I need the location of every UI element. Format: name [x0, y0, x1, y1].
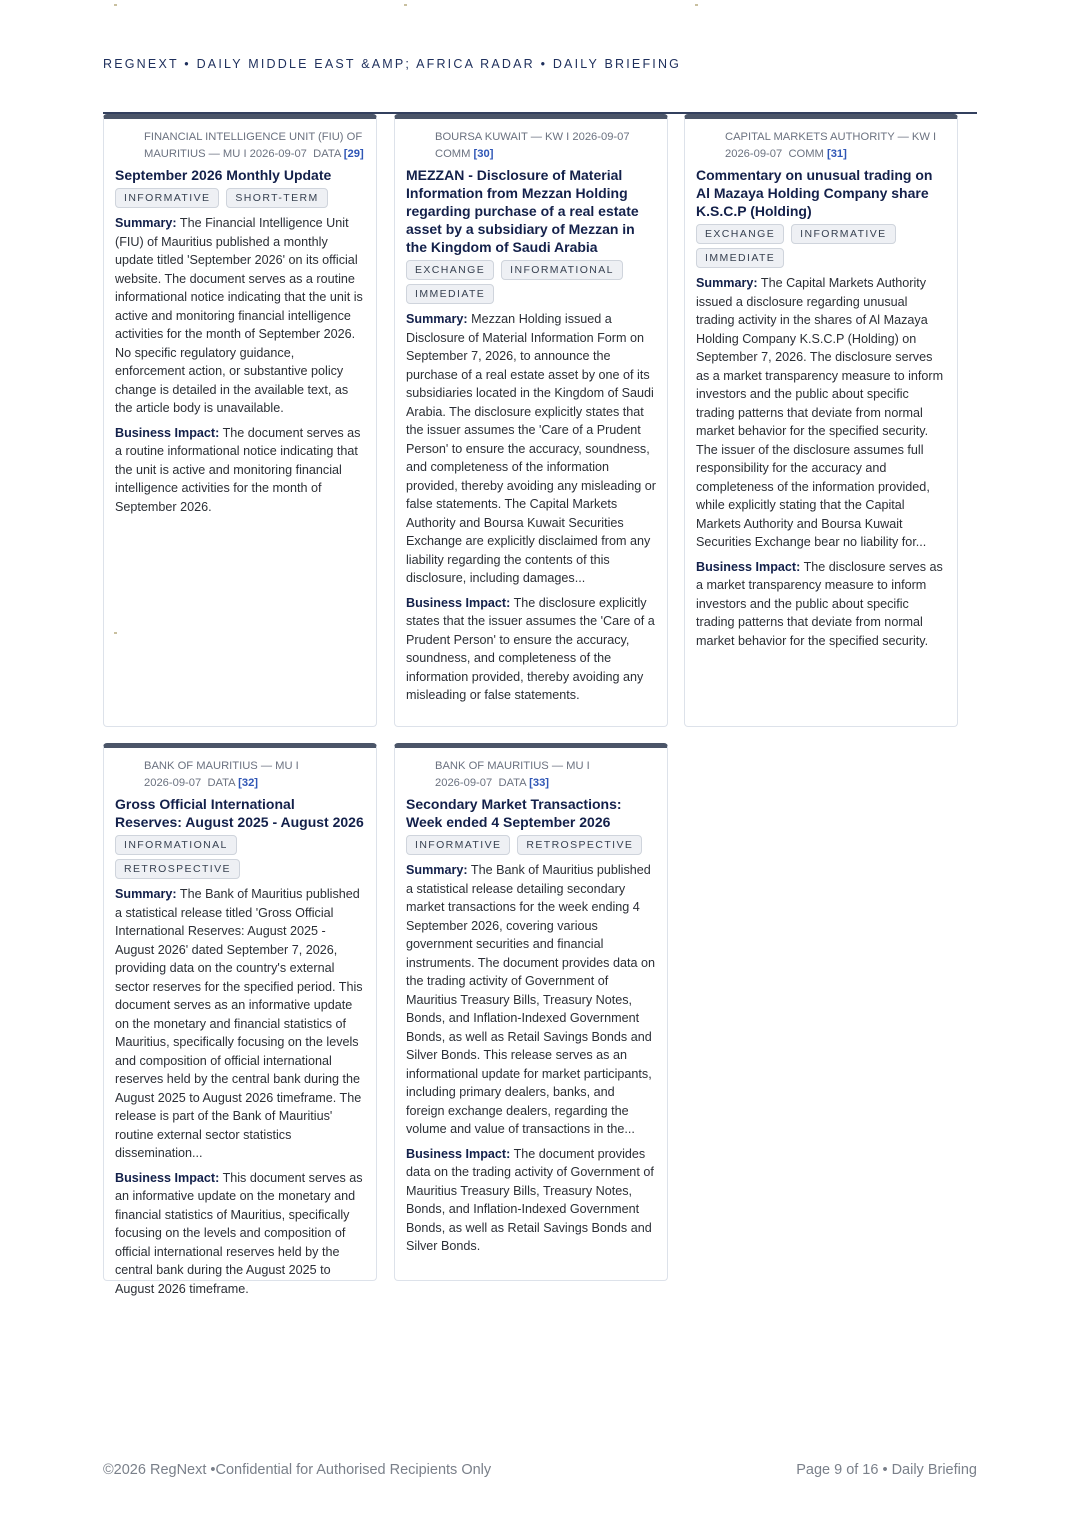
card-date: 2026-09-07: [725, 148, 783, 160]
summary-text: The Financial Intelligence Unit (FIU) of Mauritius published a monthly update titled 'September 2026' on its official website. The document serves as a routine informational notice indicating that the unit is active and monitoring financial intelligence activities for the month of September 2026. No specific regulatory guidance, enforcement action, or substantive policy change is detailed in the available text, as the article body is unavailable.: [115, 216, 363, 415]
impact-text: The disclosure explicitly states that the issuer assumes the 'Care of a Prudent Person' to ensure the accuracy, soundness, and completeness of the information provided, thereby avoiding any misleading or false statements.: [406, 595, 655, 702]
card-source: BANK OF MAURITIUS — MU I: [144, 760, 299, 772]
card-summary: [115, 885, 365, 1163]
card-ref: [33]: [529, 777, 550, 789]
impact-label: Business Impact:: [115, 425, 220, 440]
card-tags: [115, 835, 365, 879]
tag-badge: INFORMATIVE: [791, 224, 895, 244]
card-summary: [115, 214, 365, 418]
impact-label: Business Impact:: [406, 1146, 511, 1161]
section-name: DAILY MIDDLE EAST &AMP; AFRICA RADAR: [196, 57, 535, 71]
summary-label: Summary:: [115, 216, 177, 230]
card-date: 2026-09-07: [144, 777, 202, 789]
card-meta: [696, 129, 946, 163]
summary-label: Summary:: [696, 276, 758, 290]
impact-text: The disclosure serves as a market transparency measure to inform investors and the public about specific trading patterns that deviate from normal market behavior for the specified security.: [696, 559, 943, 648]
header-separator: •: [540, 57, 548, 71]
tag-badge: RETROSPECTIVE: [517, 835, 642, 855]
brand-name: REGNEXT: [103, 57, 179, 71]
card-ref: [31]: [826, 148, 847, 160]
card-title: Gross Official International Reserves: August 2025 - August 2026: [115, 796, 364, 830]
card-tags: [696, 224, 946, 268]
briefing-card: [103, 743, 377, 1296]
tag-badge: RETROSPECTIVE: [115, 859, 240, 879]
summary-label: Summary:: [406, 863, 468, 877]
summary-label: Summary:: [406, 312, 468, 326]
summary-text: Mezzan Holding issued a Disclosure of Material Information Form on September 7, 2026, to announce the purchase of a real estate asset by one of its subsidiaries located in the Kingdom of Saudi Arabia. The disclosure explicitly states that the issuer assumes the 'Care of a Prudent Person' to ensure the accuracy, soundness, and completeness of the information provided, thereby avoiding any misleading or false statements. The Capital Markets Authority and Boursa Kuwait Securities Exchange are explicitly disclaimed from any liability regarding the contents of this disclosure, including damages...: [406, 312, 656, 585]
card-meta: [406, 129, 656, 163]
card-summary: [406, 861, 656, 1139]
card-source: CAPITAL MARKETS AUTHORITY — KW I: [725, 131, 937, 143]
card-summary: [406, 310, 656, 588]
card-source: BANK OF MAURITIUS — MU I: [435, 760, 590, 772]
card-date: 2026-09-07: [435, 777, 493, 789]
card-impact: [696, 558, 946, 651]
impact-text: The document provides data on the trading activity of Government of Mauritius Treasury Bills, Treasury Notes, Bonds, and Inflation-Indexed Government Bonds, as well as Retail Savings Bonds and Silver Bonds.: [406, 1146, 654, 1253]
card-kind: DATA: [498, 777, 527, 789]
card-date: 2026-09-07: [572, 131, 630, 143]
summary-label: Summary:: [115, 887, 177, 901]
tag-badge: SHORT-TERM: [226, 188, 327, 208]
impact-text: The document serves as a routine informational notice indicating that the unit is active and monitoring financial intelligence activities for the month of September 2026.: [115, 425, 361, 514]
card-title: MEZZAN - Disclosure of Material Information from Mezzan Holding regarding purchase of a real estate asset by a subsidiary of Mezzan in the Kingdom of Saudi Arabia: [406, 167, 639, 255]
footer-copyright: ©2026 RegNext •Confidential for Authorised Recipients Only: [103, 1462, 492, 1478]
card-kind: COMM: [788, 148, 824, 160]
card-summary: [696, 274, 946, 552]
card-tags: [115, 188, 365, 208]
card-ref: [29]: [343, 148, 364, 160]
impact-text: This document serves as an informative update on the monetary and financial statistics of Mauritius, specifically focusing on the levels and composition of official international reserves held by the central bank during the August 2025 to August 2026 timeframe.: [115, 1170, 363, 1296]
print-speck: [695, 4, 698, 6]
briefing-card: [684, 114, 958, 727]
card-kind: COMM: [435, 148, 471, 160]
card-tags: [406, 260, 656, 304]
card-kind: DATA: [313, 148, 341, 160]
card-title: September 2026 Monthly Update: [115, 167, 332, 183]
card-impact: [115, 424, 365, 517]
card-meta: [406, 758, 656, 792]
card-date: 2026-09-07: [249, 148, 307, 160]
card-source: FINANCIAL INTELLIGENCE UNIT (FIU) OF MAURITIUS — MU I: [144, 131, 363, 160]
impact-label: Business Impact:: [115, 1170, 220, 1185]
tag-badge: IMMEDIATE: [696, 248, 784, 268]
briefing-card: [394, 114, 668, 727]
card-ref: [30]: [473, 148, 494, 160]
card-title: Secondary Market Transactions: Week ended 4 September 2026: [406, 796, 622, 830]
card-impact: [115, 1169, 365, 1299]
tag-badge: INFORMATIONAL: [115, 835, 237, 855]
card-impact: [406, 594, 656, 705]
header-separator: •: [184, 57, 191, 71]
summary-text: The Bank of Mauritius published a statistical release titled 'Gross Official International Reserves: August 2025 - August 2026' dated September 7, 2026, providing data on the country's external sector reserves for the specified period. This document serves as an informative update on the monetary and financial statistics of Mauritius, specifically focusing on the levels and composition of official international reserves held by the central bank during the August 2025 to August 2026 timeframe. The release is part of the Bank of Mauritius' routine external sector statistics dissemination...: [115, 887, 363, 1160]
tag-badge: INFORMATIONAL: [501, 260, 623, 280]
card-tags: [406, 835, 656, 855]
page-header: [103, 57, 681, 71]
document-type: DAILY BRIEFING: [552, 57, 682, 71]
summary-text: The Bank of Mauritius published a statistical release detailing secondary market transactions for the week ending 4 September 2026, covering various government securities and financial instruments. The document provides data on the trading activity of Government of Mauritius Treasury Bills, Treasury Notes, Bonds, and Inflation-Indexed Government Bonds, as well as Retail Savings Bonds and Silver Bonds. This release serves as an informational update for market participants, including primary dealers, banks, and foreign exchange dealers, regarding the volume and value of transactions in the...: [406, 863, 655, 1136]
print-speck: [114, 632, 117, 634]
impact-label: Business Impact:: [696, 559, 801, 574]
tag-badge: EXCHANGE: [696, 224, 784, 244]
tag-badge: INFORMATIVE: [115, 188, 219, 208]
print-speck: [114, 4, 117, 6]
print-speck: [404, 4, 407, 6]
tag-badge: EXCHANGE: [406, 260, 494, 280]
briefing-card: [394, 743, 668, 1281]
tag-badge: IMMEDIATE: [406, 284, 494, 304]
footer-page-number: Page 9 of 16 • Daily Briefing: [796, 1462, 977, 1478]
impact-label: Business Impact:: [406, 595, 511, 610]
tag-badge: INFORMATIVE: [406, 835, 510, 855]
card-kind: DATA: [207, 777, 236, 789]
briefing-card: [103, 114, 377, 727]
card-meta: [115, 758, 365, 792]
card-meta: [115, 129, 365, 163]
card-impact: [406, 1145, 656, 1256]
card-source: BOURSA KUWAIT — KW I: [435, 131, 570, 143]
card-ref: [32]: [238, 777, 259, 789]
card-title: Commentary on unusual trading on Al Mazaya Holding Company share K.S.C.P (Holding): [696, 167, 933, 219]
summary-text: The Capital Markets Authority issued a disclosure regarding unusual trading activity in the shares of Al Mazaya Holding Company K.S.C.P (Holding) on September 7, 2026. The disclosure serves as a market transparency measure to inform investors and the public about specific trading patterns that deviate from normal market behavior for the specified security. The issuer of the disclosure assumes full responsibility for the accuracy and completeness of the information provided, while explicitly stating that the Capital Markets Authority and Boursa Kuwait Securities Exchange bear no liability for...: [696, 276, 944, 549]
